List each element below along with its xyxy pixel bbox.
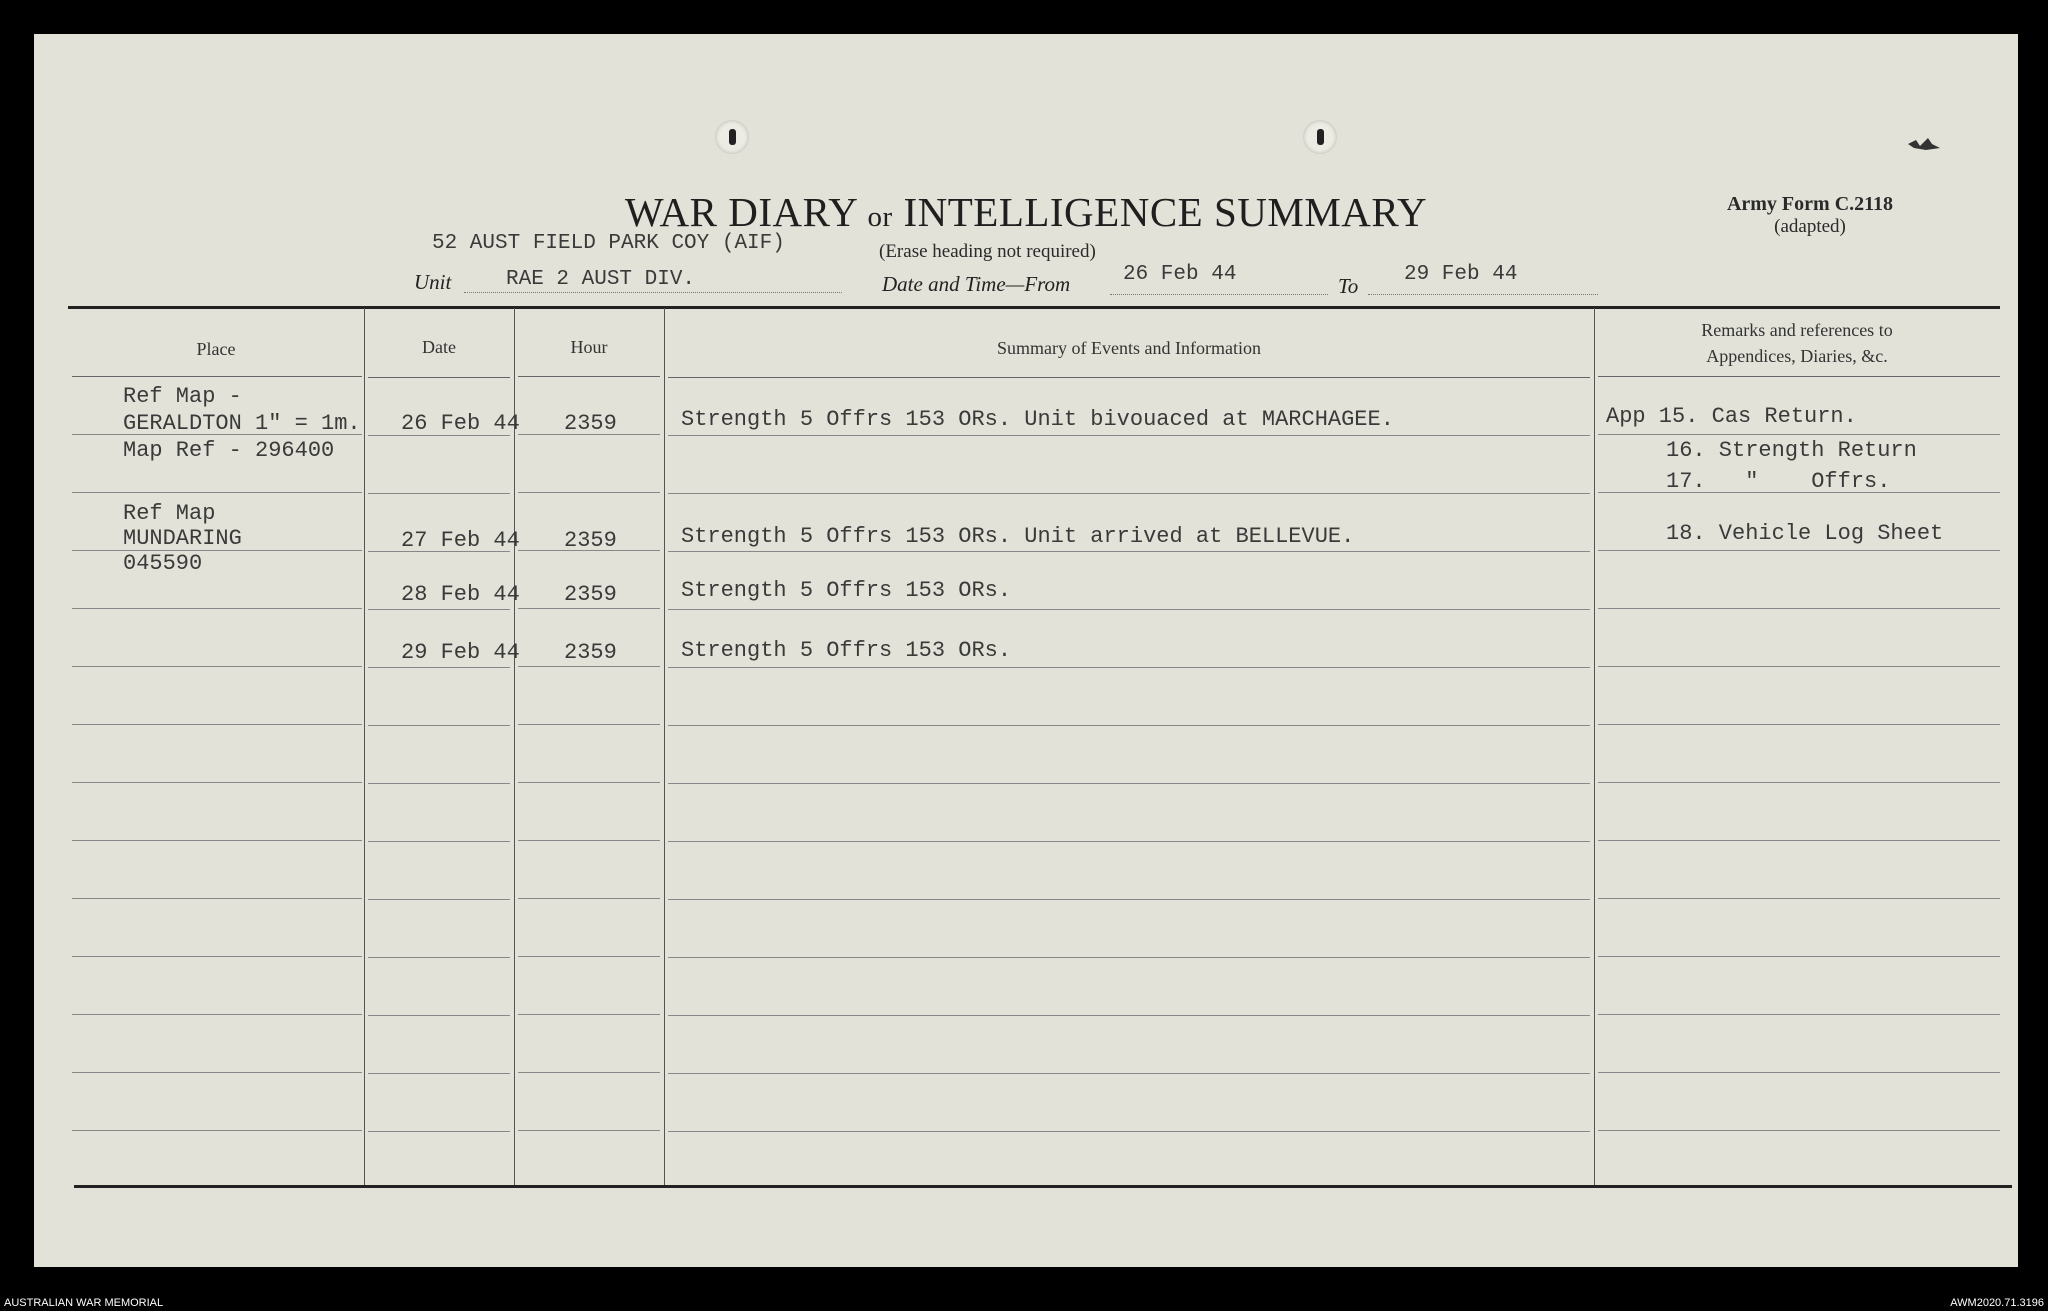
divider-hour-summary: [664, 308, 665, 1185]
ruled-line: [72, 1130, 362, 1131]
ruled-line: [1598, 1072, 2000, 1073]
row2-place-line2: MUNDARING: [123, 526, 242, 551]
row2-date: 27 Feb 44: [401, 528, 520, 553]
ruled-line: [668, 783, 1590, 784]
row4-date: 29 Feb 44: [401, 640, 520, 665]
row1-remarks-line2: 16. Strength Return: [1666, 438, 1917, 463]
ruled-line: [72, 956, 362, 957]
divider-place-date: [364, 308, 365, 1185]
footer-credit: AUSTRALIAN WAR MEMORIAL: [4, 1297, 164, 1309]
ruled-line: [72, 1014, 362, 1015]
title-or: or: [867, 201, 893, 233]
ruled-line: [668, 493, 1590, 494]
ruled-line: [518, 666, 660, 667]
title-intelligence-summary: INTELLIGENCE SUMMARY: [903, 189, 1428, 235]
row1-place-line2: GERALDTON 1" = 1m.: [123, 411, 361, 436]
table-top-rule: [68, 306, 2000, 309]
ruled-line: [368, 783, 510, 784]
ruled-line: [1598, 550, 2000, 551]
torn-corner-mark: [1906, 134, 1942, 154]
ruled-line: [1598, 1130, 2000, 1131]
table-bottom-rule: [74, 1185, 2012, 1188]
from-date: 26 Feb 44: [1123, 263, 1237, 286]
ruled-line: [518, 840, 660, 841]
ruled-line: [668, 841, 1590, 842]
row2-place-line3: 045590: [123, 551, 203, 576]
ruled-line: [72, 1072, 362, 1073]
column-header-summary: Summary of Events and Information: [997, 338, 1261, 358]
column-header-place: Place: [196, 339, 236, 359]
ruled-line: [518, 956, 660, 957]
column-header-hour: Hour: [570, 337, 608, 357]
ruled-line: [72, 376, 362, 377]
row1-date: 26 Feb 44: [401, 411, 520, 436]
ruled-line: [518, 376, 660, 377]
footer-accession-number: AWM2020.71.3196: [1950, 1297, 2044, 1309]
ruled-line: [668, 1073, 1590, 1074]
ruled-line: [72, 840, 362, 841]
ruled-line: [1598, 724, 2000, 725]
unit-label: Unit: [414, 270, 452, 294]
unit-line-1: 52 AUST FIELD PARK COY (AIF): [432, 232, 785, 255]
ruled-line: [368, 1073, 510, 1074]
column-header-date: Date: [422, 337, 456, 357]
ruled-line: [518, 1014, 660, 1015]
ruled-line: [518, 724, 660, 725]
row1-hour: 2359: [564, 411, 617, 436]
ruled-line: [368, 957, 510, 958]
punch-hole-right: [1303, 120, 1337, 154]
ruled-line: [668, 899, 1590, 900]
row1-place-line1: Ref Map -: [123, 384, 242, 409]
unit-line-2: RAE 2 AUST DIV.: [506, 268, 696, 291]
row3-hour: 2359: [564, 582, 617, 607]
erase-note: (Erase heading not required): [879, 241, 1096, 262]
column-header-remarks-2: Appendices, Diaries, &c.: [1706, 346, 1888, 366]
row2-hour: 2359: [564, 528, 617, 553]
row1-summary: Strength 5 Offrs 153 ORs. Unit bivouaced at MARCHAGEE.: [681, 407, 1394, 432]
ruled-line: [1598, 1014, 2000, 1015]
ruled-line: [72, 782, 362, 783]
to-dotted-line: [1368, 294, 1598, 295]
ruled-line: [518, 608, 660, 609]
ruled-line: [668, 667, 1590, 668]
title-war-diary: WAR DIARY: [624, 189, 857, 235]
row2-summary: Strength 5 Offrs 153 ORs. Unit arrived at BELLEVUE.: [681, 524, 1355, 549]
ruled-line: [668, 1015, 1590, 1016]
row2-remarks-line1: 18. Vehicle Log Sheet: [1666, 521, 1944, 546]
ruled-line: [668, 725, 1590, 726]
ruled-line: [368, 1131, 510, 1132]
row2-place-line1: Ref Map: [123, 501, 216, 526]
ruled-line: [668, 377, 1590, 378]
ruled-line: [368, 725, 510, 726]
date-time-label: Date and Time—From: [882, 272, 1071, 296]
ruled-line: [368, 609, 510, 610]
army-form-number: Army Form C.2118: [1726, 193, 1894, 215]
ruled-line: [1598, 840, 2000, 841]
divider-summary-remarks: [1594, 308, 1595, 1185]
ruled-line: [368, 1015, 510, 1016]
row1-remarks-line3: 17. " Offrs.: [1666, 469, 1891, 494]
army-form-adapted: (adapted): [1774, 216, 1846, 237]
from-dotted-line: [1110, 294, 1328, 295]
ruled-line: [668, 435, 1590, 436]
column-header-remarks-1: Remarks and references to: [1701, 320, 1893, 340]
diary-page: [34, 34, 2018, 1267]
ruled-line: [72, 724, 362, 725]
ruled-line: [1598, 434, 2000, 435]
unit-dotted-line: [464, 292, 842, 293]
ruled-line: [668, 609, 1590, 610]
row4-summary: Strength 5 Offrs 153 ORs.: [681, 638, 1012, 663]
ruled-line: [368, 493, 510, 494]
ruled-line: [518, 1130, 660, 1131]
ruled-line: [518, 1072, 660, 1073]
ruled-line: [368, 841, 510, 842]
to-label: To: [1338, 274, 1359, 298]
ruled-line: [668, 1131, 1590, 1132]
ruled-line: [518, 782, 660, 783]
ruled-line: [72, 666, 362, 667]
ruled-line: [1598, 956, 2000, 957]
row1-place-line3: Map Ref - 296400: [123, 438, 335, 463]
punch-hole-left: [715, 120, 749, 154]
ruled-line: [518, 898, 660, 899]
row4-hour: 2359: [564, 640, 617, 665]
row3-date: 28 Feb 44: [401, 582, 520, 607]
to-date: 29 Feb 44: [1404, 263, 1518, 286]
ruled-line: [1598, 666, 2000, 667]
divider-date-hour: [514, 308, 515, 1185]
ruled-line: [368, 667, 510, 668]
ruled-line: [518, 492, 660, 493]
ruled-line: [1598, 898, 2000, 899]
ruled-line: [72, 492, 362, 493]
row1-remarks-line1: App 15. Cas Return.: [1606, 404, 1857, 429]
ruled-line: [368, 377, 510, 378]
ruled-line: [72, 898, 362, 899]
ruled-line: [1598, 376, 2000, 377]
row3-summary: Strength 5 Offrs 153 ORs.: [681, 578, 1012, 603]
ruled-line: [1598, 608, 2000, 609]
ruled-line: [668, 957, 1590, 958]
ruled-line: [368, 899, 510, 900]
ruled-line: [668, 551, 1590, 552]
ruled-line: [72, 608, 362, 609]
ruled-line: [1598, 782, 2000, 783]
